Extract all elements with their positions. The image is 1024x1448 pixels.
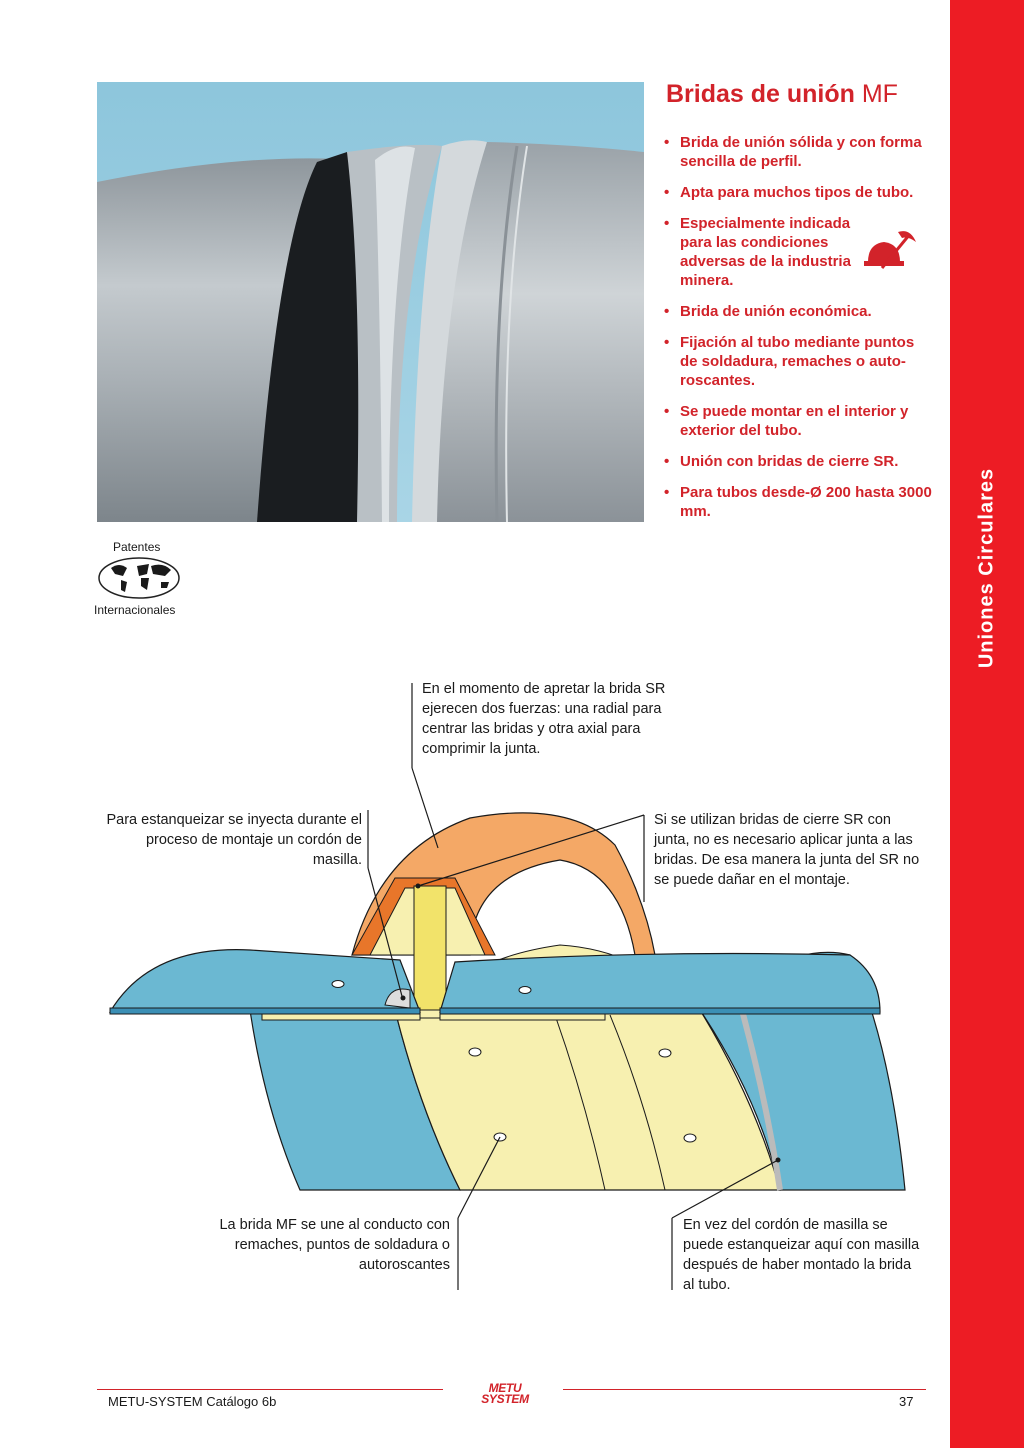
side-tab-label: Uniones Circulares [975, 467, 998, 669]
page-number: 37 [899, 1394, 914, 1409]
feature-item: • Apta para muchos tipos de tubo. [662, 183, 934, 202]
patents-label-bottom: Internacionales [94, 603, 176, 617]
flange-diagram [0, 670, 950, 1310]
note-left: Para estanqueizar se inyecta durante el proceso de montaje un cordón de masilla. [106, 812, 362, 868]
footer-catalog-label: METU-SYSTEM Catálogo 6b [108, 1394, 277, 1409]
metu-system-logo [474, 1383, 536, 1409]
feature-item: • Brida de unión económica. [662, 302, 934, 321]
feature-item: • Brida de unión sólida y con forma sencilla de perfil. [662, 133, 934, 171]
feature-item: • Para tubos desde-Ø 200 hasta 3000 mm. [662, 483, 934, 521]
patents-label-top: Patentes [113, 540, 161, 554]
note-top: En el momento de apretar la brida SR ejerecen dos fuerzas: una radial para centrar las bridas y otra axial para comprimir la junta. [422, 681, 666, 757]
footer-rule-left [97, 1389, 443, 1390]
footer-rule-right [563, 1389, 926, 1390]
feature-item: • Unión con bridas de cierre SR. [662, 452, 934, 471]
logo-top-text: METU [488, 1381, 522, 1395]
page-title [666, 80, 898, 109]
mining-helmet-pickaxe-icon [860, 228, 918, 276]
note-bottom-left: La brida MF se une al conducto con remaches, puntos de soldadura o autoroscantes [219, 1217, 450, 1273]
feature-list [662, 133, 934, 533]
note-bottom-right: En vez del cordón de masilla se puede estanqueizar aquí con masilla después de haber montado la brida al tubo. [683, 1217, 920, 1293]
title-bold: Bridas de unión [666, 80, 855, 108]
feature-item: • Fijación al tubo mediante puntos de soldadura, remaches o auto-roscantes. [662, 333, 934, 390]
title-thin: MF [861, 80, 898, 108]
side-band [950, 0, 1024, 1448]
logo-bottom-text: SYSTEM [481, 1392, 529, 1406]
feature-item: • Especialmente indicada para las condiciones adversas de la industria minera. [662, 214, 934, 290]
product-photo [97, 82, 644, 522]
note-right: Si se utilizan bridas de cierre SR con junta, no es necesario aplicar junta a las bridas. De esa manera la junta del SR no se puede dañar en el montaje. [654, 812, 920, 888]
feature-item: • Se puede montar en el interior y exterior del tubo. [662, 402, 934, 440]
globe-icon [97, 556, 181, 600]
